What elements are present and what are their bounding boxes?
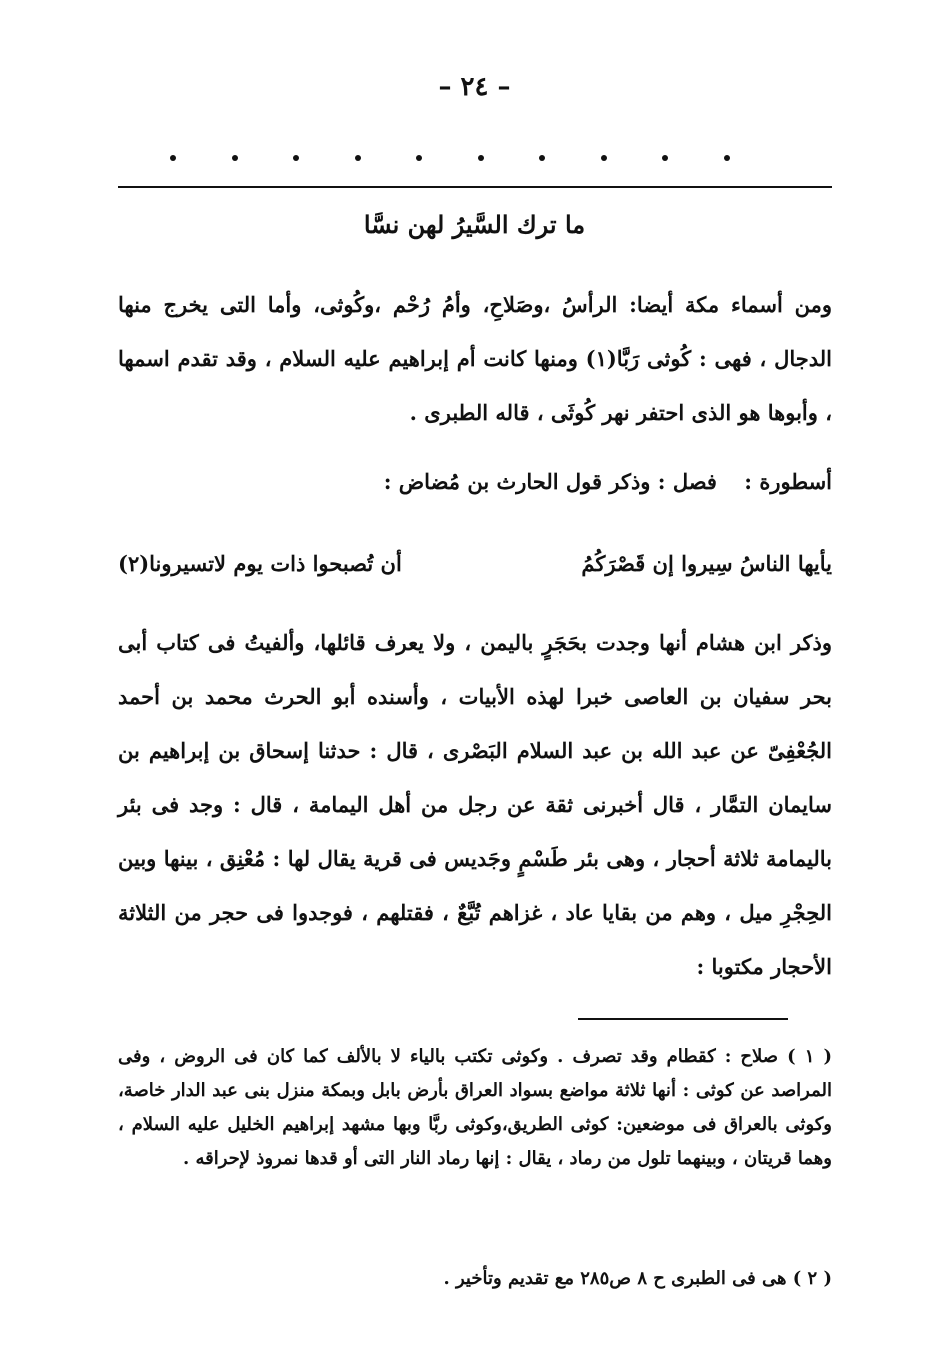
- verse-second-hemistich: أن تُصبحوا ذات يوم لاتسيرونا(٢): [118, 551, 402, 576]
- dot-icon: [662, 155, 668, 161]
- dot-icon: [539, 155, 545, 161]
- section-heading-text: فصل : وذكر قول الحارث بن مُضاض :: [383, 469, 717, 494]
- top-rule-divider: [118, 186, 832, 188]
- page-number: – ٢٤ –: [438, 72, 511, 102]
- dot-icon: [724, 155, 730, 161]
- footnote-2: ( ٢ ) هى فى الطبرى ح ٨ ص٢٨٥ مع تقديم وتأخير .: [443, 1268, 832, 1289]
- dot-icon: [601, 155, 607, 161]
- dot-icon: [232, 155, 238, 161]
- footnote-separator-rule: [578, 1018, 788, 1020]
- dot-icon: [478, 155, 484, 161]
- ellipsis-dots-divider: [170, 138, 730, 178]
- paragraph-mecca-names: ومن أسماء مكة أيضا: الرأسُ ،وصَلاحِ، وأمُ رُحْم ،وكُوثى، وأما التى يخرج منها الدجال ، فهى : كُوثى رَبَّا(١) ومنها كانت أم إبراهيم عليه السلام ، وقد تقدم اسمها ، وأبوها هو الذى احتفر نهر كُوثَى ، قاله الطبرى .: [118, 292, 832, 425]
- section-heading: [118, 462, 832, 502]
- section-heading-label: أسطورة :: [744, 469, 832, 494]
- paragraph-ibn-hisham: وذكر ابن هشام أنها وجدت بحَجَرٍ باليمن ، ولا يعرف قائلها، وألفيتُ فى كتاب أبى بحر سفيان بن العاصى خبرا لهذه الأبيات ، وأسنده أبو الحرث محمد بن أحمد الجُعْفِىّ عن عبد الله بن عبد السلام البَصْرى ، قال : حدثنا إسحاق بن إبراهيم بن سايمان التمَّار ، قال أخبرنى ثقة عن رجل من أهل اليمامة ، قال : وجد فى بئر باليمامة ثلاثة أحجار ، وهى بئر طَسْمٍ وجَديس فى قرية يقال لها : مُعْنِق ، بينها وبين الحِجْرِ ميل ، وهم من بقايا عاد ، غزاهم تُبَّعٌ ، فقتلهم ، فوجدوا فى حجر من الثلاثة الأحجار مكتوبا :: [118, 630, 832, 979]
- verse-title: ما ترك السَّيرُ لهن نسَّا: [363, 210, 586, 239]
- dot-icon: [170, 155, 176, 161]
- footnote-1: ( ١ ) صلاح : كقطام وقد تصرف . وكوثى تكتب بالياء لا بالألف كما كان فى الروض ، وفى المراصد عن كوثى : أنها ثلاثة مواضع بسواد العراق بأرض بابل وبمكة منزل بنى عبد الدار خاصة، وكوثى بالعراق فى موضعين: كوثى الطريق،وكوثى ربَّا وبها مشهد إبراهيم الخليل عليه السلام ، وهما قريتان ، وبينهما تلول من رماد ، يقال : إنها رماد النار التى أو قدها نمروذ لإحراقه .: [118, 1046, 832, 1169]
- verse-first-hemistich: يأيها الناسُ سِيروا إن قَصْرَكُمُ: [581, 551, 832, 576]
- poem-verse: [118, 544, 832, 584]
- dot-icon: [416, 155, 422, 161]
- dot-icon: [293, 155, 299, 161]
- dot-icon: [355, 155, 361, 161]
